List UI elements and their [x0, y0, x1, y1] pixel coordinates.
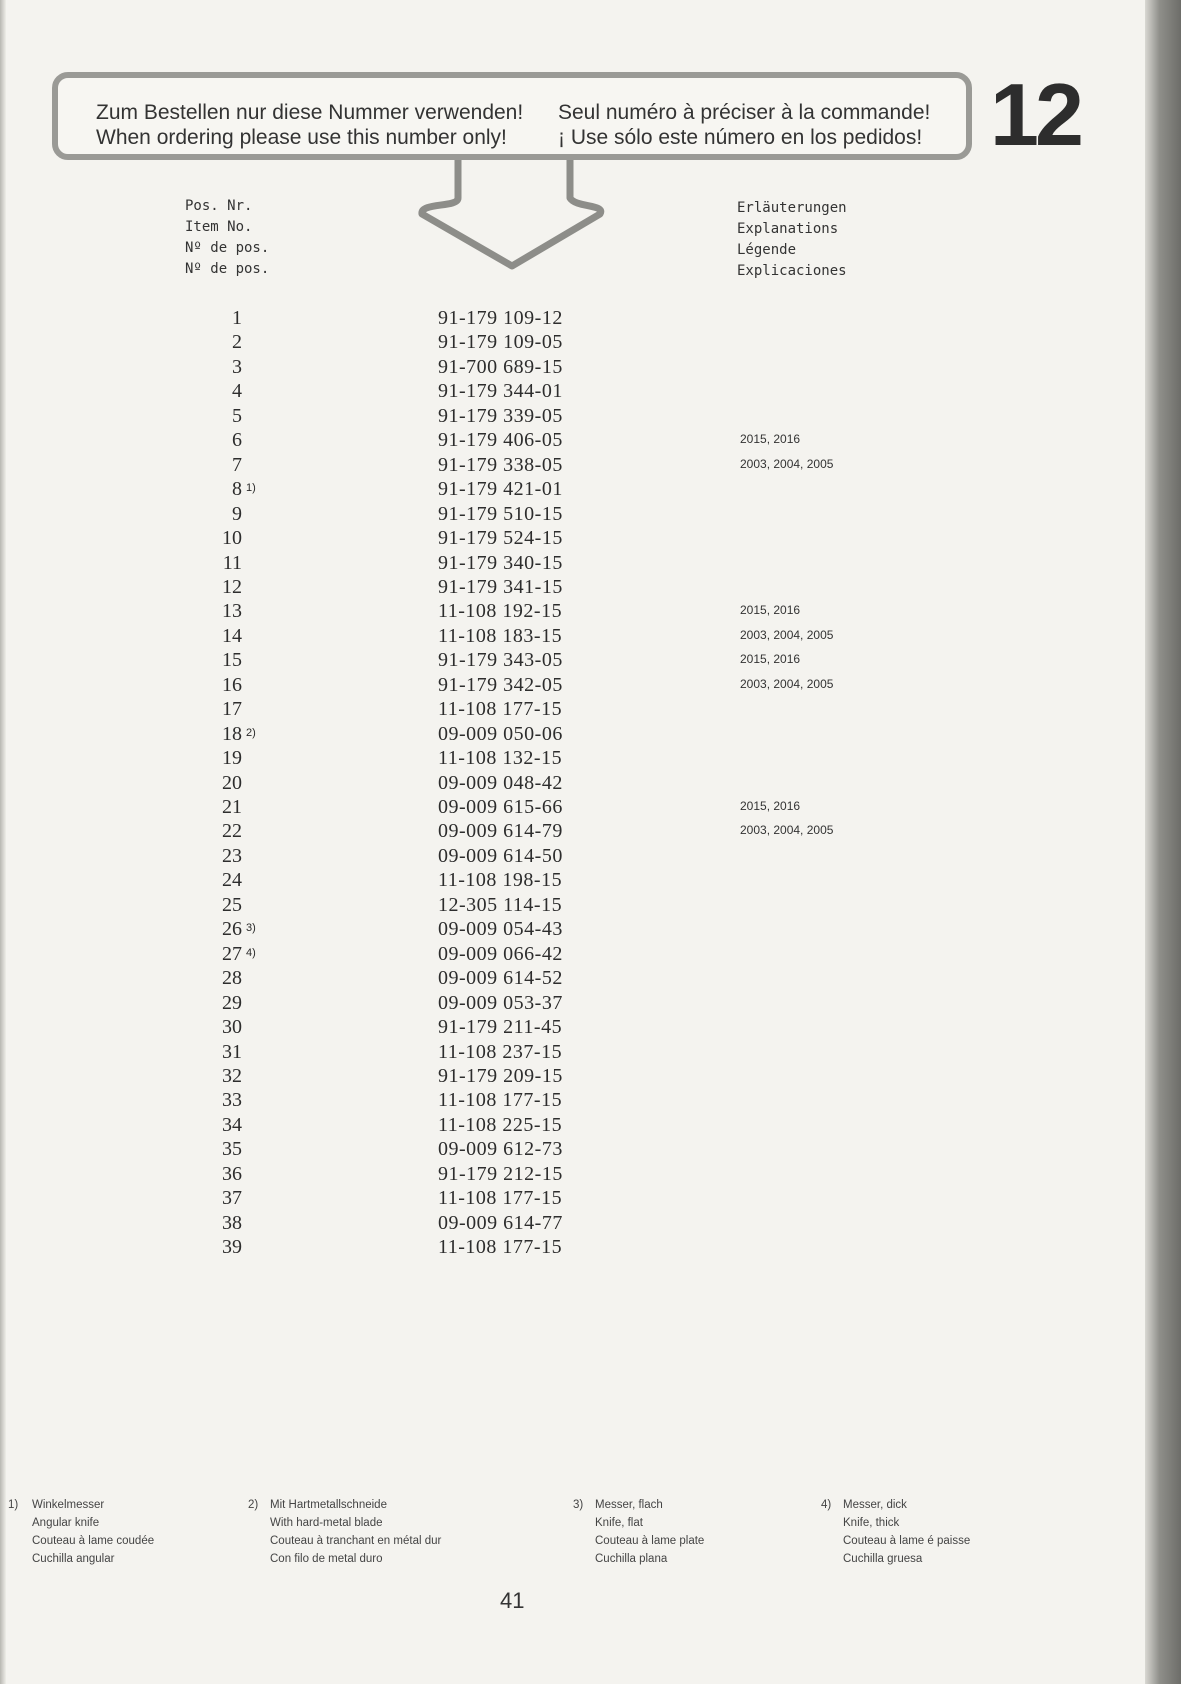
footnote-mark: 4)	[821, 1499, 832, 1511]
part-number: 09-009 066-42	[438, 942, 563, 965]
header-line: Explicaciones	[737, 263, 847, 279]
table-row	[0, 1016, 1100, 1040]
position-number: 23	[222, 844, 242, 867]
item-number-header	[185, 196, 269, 280]
banner-en: When ordering please use this number only!	[96, 126, 507, 149]
position-number: 24	[222, 869, 242, 892]
part-number: 91-179 339-05	[438, 404, 563, 427]
footnote-line: Messer, flach	[595, 1499, 663, 1511]
footnote-1	[8, 1496, 155, 1568]
table-row	[0, 674, 1100, 698]
table-row	[0, 1041, 1100, 1065]
position-number: 18	[222, 722, 242, 745]
position-number: 14	[222, 624, 242, 647]
explanation: 2003, 2004, 2005	[740, 823, 834, 838]
table-row	[0, 820, 1100, 844]
part-number: 91-179 421-01	[438, 478, 563, 501]
table-row	[0, 1065, 1100, 1089]
explanation: 2015, 2016	[740, 652, 801, 667]
footnote-line: Knife, thick	[843, 1517, 900, 1529]
part-number: 91-179 342-05	[438, 673, 563, 696]
footnote-line: Winkelmesser	[32, 1499, 105, 1511]
position-number: 20	[222, 771, 242, 794]
header-line: Légende	[737, 242, 797, 258]
position-number: 15	[222, 649, 242, 672]
position-number: 31	[222, 1040, 242, 1063]
table-row	[0, 772, 1100, 796]
explanation: 2003, 2004, 2005	[740, 456, 834, 471]
position-number: 19	[222, 747, 242, 770]
part-number: 11-108 177-15	[438, 1187, 563, 1210]
table-row	[0, 1163, 1100, 1187]
footnote-line: Con filo de metal duro	[270, 1553, 383, 1565]
part-number: 91-179 109-05	[438, 331, 563, 354]
table-row	[0, 894, 1100, 918]
header-line: Pos. Nr.	[185, 198, 253, 214]
part-number: 11-108 192-15	[438, 600, 563, 623]
part-number: 91-179 343-05	[438, 649, 563, 672]
header-line: Erläuterungen	[737, 200, 847, 216]
table-row	[0, 600, 1100, 624]
table-row	[0, 1187, 1100, 1211]
position-number: 25	[222, 893, 242, 916]
table-row	[0, 503, 1100, 527]
position-number: 39	[222, 1236, 242, 1259]
table-row	[0, 796, 1100, 820]
footnote-reference: 2)	[246, 726, 256, 739]
table-row	[0, 1114, 1100, 1138]
part-number: 09-009 614-50	[438, 844, 563, 867]
table-row	[0, 331, 1100, 355]
part-number: 91-179 338-05	[438, 453, 563, 476]
footnote-line: Couteau à lame plate	[595, 1535, 705, 1547]
part-number: 09-009 614-79	[438, 820, 563, 843]
part-number: 11-108 237-15	[438, 1040, 563, 1063]
table-row	[0, 576, 1100, 600]
banner-es: ¡ Use sólo este número en los pedidos!	[558, 126, 923, 149]
part-number: 91-179 510-15	[438, 502, 563, 525]
table-row	[0, 454, 1100, 478]
footnote-line: Messer, dick	[843, 1499, 907, 1511]
part-number: 12-305 114-15	[438, 893, 563, 916]
part-number: 09-009 048-42	[438, 771, 563, 794]
part-number: 91-179 341-15	[438, 575, 563, 598]
position-number: 34	[222, 1113, 242, 1136]
header-line: Item No.	[185, 219, 253, 235]
table-row	[0, 380, 1100, 404]
part-number: 11-108 177-15	[438, 1236, 563, 1259]
table-row	[0, 1089, 1100, 1113]
part-number: 11-108 183-15	[438, 624, 563, 647]
part-number: 91-179 524-15	[438, 527, 563, 550]
table-row	[0, 405, 1100, 429]
position-number: 22	[222, 820, 242, 843]
position-number: 17	[222, 698, 242, 721]
footnote-mark: 1)	[8, 1499, 19, 1511]
position-number: 13	[222, 600, 242, 623]
footnote-mark: 2)	[248, 1499, 259, 1511]
position-number: 8	[232, 478, 242, 501]
position-number: 9	[232, 502, 242, 525]
table-row	[0, 845, 1100, 869]
position-number: 7	[232, 453, 242, 476]
explanation: 2015, 2016	[740, 432, 801, 447]
part-number: 11-108 177-15	[438, 698, 563, 721]
part-number: 09-009 614-52	[438, 967, 563, 990]
footnote-line: Cuchilla plana	[595, 1553, 668, 1565]
position-number: 10	[222, 527, 242, 550]
header-line: Nº de pos.	[185, 261, 270, 277]
footnote-reference: 1)	[246, 482, 256, 495]
part-number: 91-179 406-05	[438, 429, 563, 452]
part-number: 91-179 344-01	[438, 380, 563, 403]
position-number: 4	[232, 380, 242, 403]
position-number: 29	[222, 991, 242, 1014]
position-number: 32	[222, 1064, 242, 1087]
part-number: 09-009 612-73	[438, 1138, 563, 1161]
footnote-line: Angular knife	[32, 1517, 100, 1529]
position-number: 11	[222, 551, 242, 574]
footnote-3	[573, 1496, 705, 1568]
part-number: 11-108 198-15	[438, 869, 563, 892]
banner-de: Zum Bestellen nur diese Nummer verwenden!	[96, 101, 524, 124]
table-row	[0, 869, 1100, 893]
footnote-line: Mit Hartmetallschneide	[270, 1499, 387, 1511]
position-number: 36	[222, 1162, 242, 1185]
position-number: 27	[222, 942, 242, 965]
position-number: 28	[222, 967, 242, 990]
explanation: 2003, 2004, 2005	[740, 676, 834, 691]
header-line: Nº de pos.	[185, 240, 270, 256]
position-number: 16	[222, 673, 242, 696]
position-number: 1	[232, 307, 242, 329]
binding-edge	[1145, 0, 1181, 1684]
order-banner	[52, 72, 972, 160]
table-row	[0, 1212, 1100, 1236]
table-row	[0, 429, 1100, 453]
position-number: 37	[222, 1187, 242, 1210]
part-number: 09-009 050-06	[438, 722, 563, 745]
table-row	[0, 967, 1100, 991]
footnote-reference: 4)	[246, 946, 256, 959]
page-number: 41	[500, 1588, 525, 1613]
footnote-2	[248, 1496, 442, 1568]
table-row	[0, 307, 1100, 331]
part-number: 09-009 053-37	[438, 991, 563, 1014]
part-number: 91-179 212-15	[438, 1162, 563, 1185]
section-tab-number: 12	[990, 65, 1080, 164]
footnote-reference: 3)	[246, 922, 256, 935]
table-row	[0, 723, 1100, 747]
table-row	[0, 918, 1100, 942]
position-number: 6	[232, 429, 242, 452]
header-line: Explanations	[737, 221, 839, 237]
banner-fr: Seul numéro à préciser à la commande!	[558, 101, 931, 124]
part-number: 09-009 614-77	[438, 1211, 563, 1234]
table-row	[0, 552, 1100, 576]
position-number: 38	[222, 1211, 242, 1234]
footnote-4	[821, 1496, 971, 1568]
part-number: 91-179 211-45	[438, 1016, 563, 1039]
position-number: 30	[222, 1016, 242, 1039]
position-number: 26	[222, 918, 242, 941]
table-row	[0, 992, 1100, 1016]
part-number: 11-108 225-15	[438, 1113, 563, 1136]
footnote-mark: 3)	[573, 1499, 584, 1511]
table-row	[0, 478, 1100, 502]
table-row	[0, 649, 1100, 673]
footnote-line: Cuchilla angular	[32, 1553, 115, 1565]
position-number: 2	[232, 331, 242, 354]
position-number: 3	[232, 355, 242, 378]
table-row	[0, 943, 1100, 967]
part-number: 91-179 209-15	[438, 1064, 563, 1087]
part-number: 11-108 177-15	[438, 1089, 563, 1112]
banner-left-text	[96, 100, 523, 150]
position-number: 5	[232, 404, 242, 427]
table-row	[0, 698, 1100, 722]
explanations-header	[737, 198, 847, 282]
footnote-line: Cuchilla gruesa	[843, 1553, 923, 1565]
table-row	[0, 747, 1100, 771]
footnote-line: Knife, flat	[595, 1517, 643, 1529]
table-row	[0, 1236, 1100, 1260]
down-arrow-icon	[400, 150, 630, 280]
part-number: 11-108 132-15	[438, 747, 563, 770]
table-row	[0, 527, 1100, 551]
part-number: 91-179 109-12	[438, 307, 563, 329]
footnote-line: With hard-metal blade	[270, 1517, 383, 1529]
table-row	[0, 625, 1100, 649]
position-number: 35	[222, 1138, 242, 1161]
footnote-line: Couteau à lame é paisse	[843, 1535, 971, 1547]
part-number: 91-700 689-15	[438, 355, 563, 378]
table-row	[0, 1138, 1100, 1162]
position-number: 33	[222, 1089, 242, 1112]
position-number: 21	[222, 796, 242, 818]
explanation: 2003, 2004, 2005	[740, 627, 834, 642]
table-row	[0, 356, 1100, 380]
footnote-line: Couteau à lame coudée	[32, 1535, 155, 1547]
part-number: 09-009 615-66	[438, 796, 563, 818]
banner-right-text	[558, 100, 930, 150]
part-number: 09-009 054-43	[438, 918, 563, 941]
explanation: 2015, 2016	[740, 799, 801, 813]
footnote-line: Couteau à tranchant en métal dur	[270, 1535, 442, 1547]
part-number: 91-179 340-15	[438, 551, 563, 574]
explanation: 2015, 2016	[740, 603, 801, 618]
position-number: 12	[222, 575, 242, 598]
